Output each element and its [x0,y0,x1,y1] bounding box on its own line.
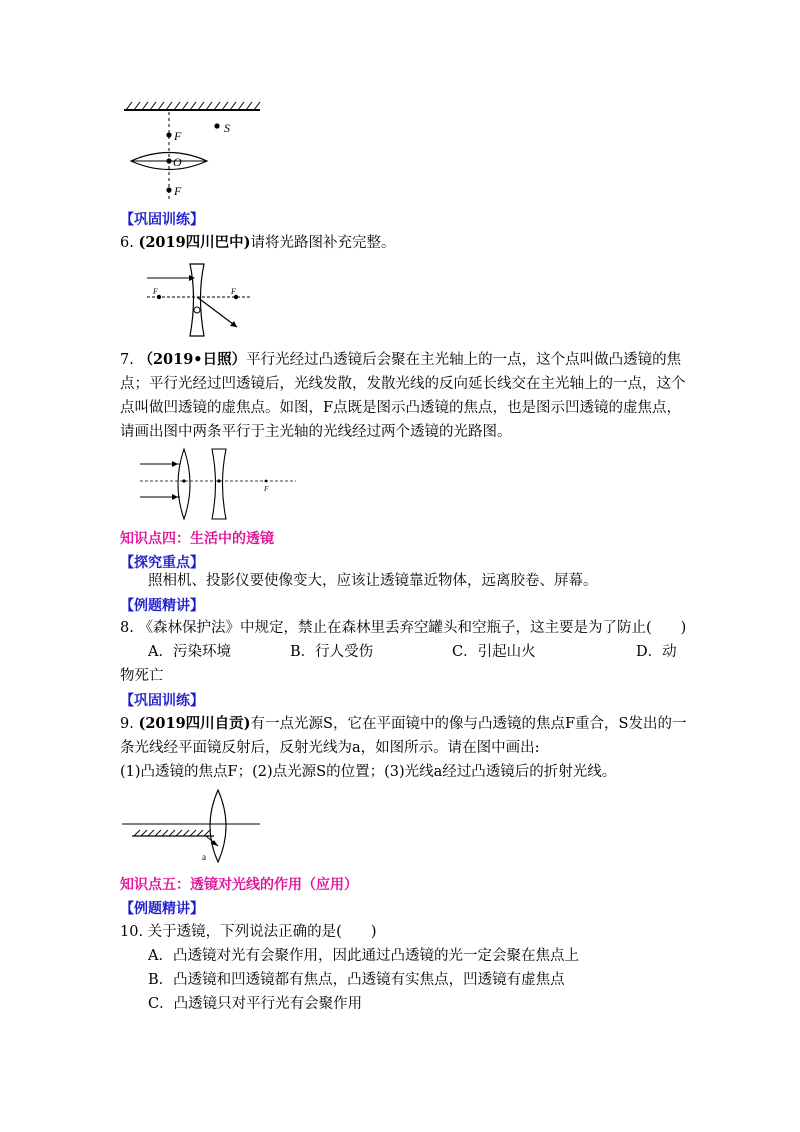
figure-two-lenses [140,447,300,522]
question-9-line-3: (1)凸透镜的焦点F；(2)点光源S的位置；(3)光线a经过凸透镜后的折射光线。 [120,764,617,780]
focus-label-right: F [231,287,236,296]
question-number: 10. [120,924,144,940]
practice-heading-2: 【巩固训练】 [120,693,204,709]
figure-concave-lens [145,260,255,340]
question-number: 6. [120,235,134,251]
question-text: 请将光路图补充完整。 [250,235,396,251]
section-heading-4: 知识点四：生活中的透镜 [120,531,274,547]
question-8 [120,618,686,638]
figure-lens-mirror [118,94,268,204]
ray-label: a [202,852,206,862]
question-6 [120,233,396,253]
question-10 [120,922,377,942]
question-8-option-d: D．动 [636,644,677,660]
question-7-line-2: 点；平行光经过凹透镜后，光线发散，发散光线的反向延长线交在主光轴上的一点，这个 [120,376,686,392]
question-number: 9. [120,716,134,732]
section-heading-5: 知识点五：透镜对光线的作用（应用） [120,877,358,893]
focus-label-left: F [153,287,158,296]
question-source: (2019四川自贡) [138,715,251,732]
question-10-option-a: A．凸透镜对光有会聚作用，因此通过凸透镜的光一定会聚在焦点上 [148,948,579,964]
question-9-line-1 [120,714,686,734]
question-8-option-b: B．行人受伤 [290,644,374,660]
question-8-option-a: A．污染环境 [148,644,231,660]
focus-label-bottom: F [174,184,182,198]
question-7-line-4: 请画出图中两条平行于主光轴的光线经过两个透镜的光路图。 [120,424,512,440]
question-8-option-c: C．引起山火 [452,644,536,660]
key-points-text: 照相机、投影仪要使像变大，应该让透镜靠近物体，远离胶卷、屏幕。 [148,573,598,589]
question-text: 关于透镜，下列说法正确的是( ) [147,924,377,940]
question-number: 7. [120,352,134,368]
focus-label-top: F [174,129,182,143]
optical-center-label: O [173,155,182,169]
key-points-heading: 【探究重点】 [120,555,204,571]
question-8-option-d-cont: 物死亡 [120,668,164,684]
question-text: 《森林保护法》中规定，禁止在森林里丢弃空罐头和空瓶子，这主要是为了防止( ) [138,620,687,636]
question-9-line-2: 条光线经平面镜反射后，反射光线为a，如图所示。请在图中画出: [120,740,540,756]
question-7-line-3: 点叫做凹透镜的虚焦点。如图，F点既是图示凸透镜的焦点，也是图示凹透镜的虚焦点， [120,400,682,416]
question-text: 有一点光源S，它在平面镜中的像与凸透镜的焦点F重合，S发出的一 [250,716,687,732]
question-source: （2019•日照） [138,351,247,368]
figure-mirror-convex-lens [118,786,268,866]
question-7-line-1 [120,350,681,370]
example-heading-1: 【例题精讲】 [120,598,204,614]
question-text: 平行光经过凸透镜后会聚在主光轴上的一点，这个点叫做凸透镜的焦 [246,352,682,368]
focus-label: F [264,485,269,493]
question-10-option-b: B．凸透镜和凹透镜都有焦点，凸透镜有实焦点，凹透镜有虚焦点 [148,972,565,988]
question-number: 8. [120,620,134,636]
source-label: S [224,121,230,135]
question-source: (2019四川巴中) [138,234,251,251]
practice-heading-1: 【巩固训练】 [120,212,204,228]
question-10-option-c: C．凸透镜只对平行光有会聚作用 [148,996,363,1012]
example-heading-2: 【例题精讲】 [120,901,204,917]
